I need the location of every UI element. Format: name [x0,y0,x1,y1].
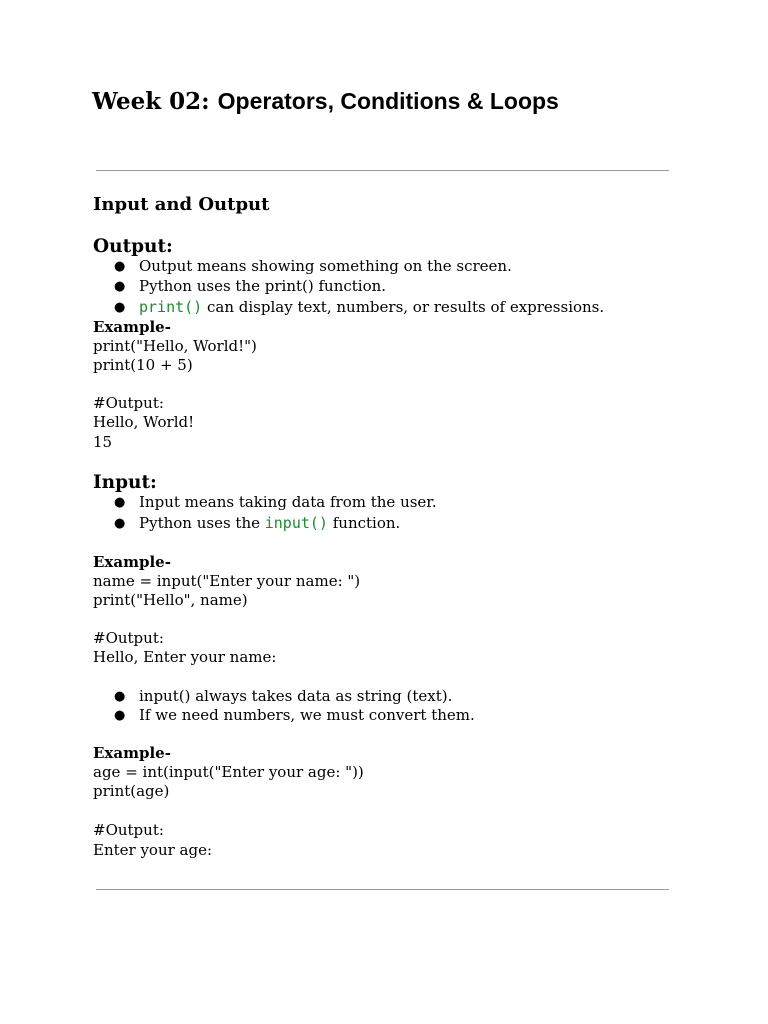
input-result-label: #Output: [93,629,164,647]
bullet-icon: ● [114,689,126,704]
input-bullet-2-pre: Python uses the [139,514,265,532]
input-bullet-1: Input means taking data from the user. [139,493,437,511]
input-example-label: Example- [93,553,171,571]
input-note-2: If we need numbers, we must convert them. [139,706,475,724]
output-bullet-3 [139,298,604,318]
output-heading: Output: [93,236,173,257]
bullet-icon: ● [114,495,126,510]
input-code2-line-2: print(age) [93,782,170,800]
input-example2-label: Example- [93,744,171,762]
output-bullet-3-text: can display text, numbers, or results of expressions. [202,298,605,316]
input-code2-line-1: age = int(input("Enter your age: ")) [93,763,364,781]
output-code-line-2: print(10 + 5) [93,356,193,374]
page-title [92,86,559,117]
title-prefix: Week 02: [92,88,218,115]
input-result2-label: #Output: [93,821,164,839]
divider-top [96,170,669,171]
output-example-label: Example- [93,318,171,336]
bullet-icon: ● [114,300,126,315]
output-result-line-1: Hello, World! [93,413,195,431]
bullet-icon: ● [114,516,126,531]
print-code: print() [139,298,203,316]
bullet-icon: ● [114,279,126,294]
output-bullet-2: Python uses the print() function. [139,277,387,295]
input-result-line-1: Hello, Enter your name: [93,648,277,666]
input-heading: Input: [93,472,157,493]
bullet-icon: ● [114,259,126,274]
input-code: input() [264,514,328,532]
section-title: Input and Output [93,194,270,215]
output-result-label: #Output: [93,394,164,412]
divider-bottom [96,889,669,890]
input-code-line-2: print("Hello", name) [93,591,248,609]
input-bullet-2 [139,514,400,534]
input-bullet-2-post: function. [327,514,401,532]
input-code-line-1: name = input("Enter your name: ") [93,572,361,590]
input-note-1: input() always takes data as string (text). [139,687,453,705]
title-topic: Operators, Conditions & Loops [217,88,559,114]
output-result-line-2: 15 [93,433,113,451]
output-code-line-1: print("Hello, World!") [93,337,257,355]
output-bullet-1: Output means showing something on the screen. [139,257,512,275]
input-result2-line-1: Enter your age: [93,841,213,859]
bullet-icon: ● [114,708,126,723]
